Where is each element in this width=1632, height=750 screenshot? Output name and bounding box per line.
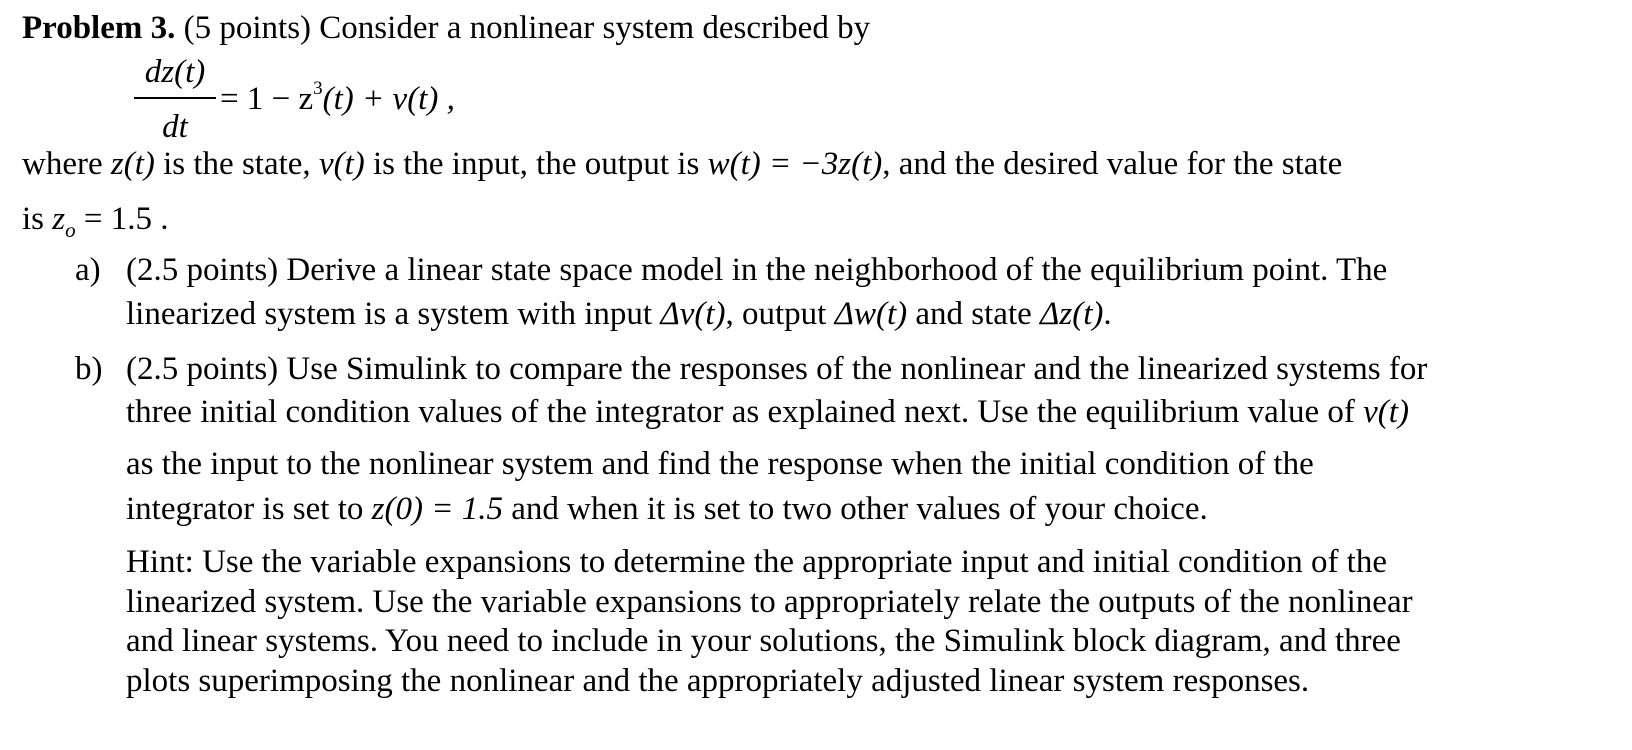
fraction-bar (134, 97, 216, 99)
part-a-line-2 (126, 298, 1112, 331)
part-b-label: b) (75, 351, 103, 387)
part-a-label: a) (75, 252, 101, 288)
where-line (22, 148, 1342, 181)
problem-header (22, 12, 870, 45)
delta-z-symbol: Δz(t) (1040, 296, 1104, 332)
hint-line-4: plots superimposing the nonlinear and the appropriately adjusted linear system responses. (126, 663, 1310, 699)
part-b-line-1: (2.5 points) Use Simulink to compare the responses of the nonlinear and the linearized systems for (126, 351, 1428, 387)
hint-line-1: Hint: Use the variable expansions to determine the appropriate input and initial condition of the (126, 544, 1387, 580)
part-a-text-3: and state (915, 296, 1032, 332)
part-b-line-4 (126, 493, 1208, 526)
problem-points: (5 points) (183, 10, 312, 46)
part-a-text-4: . (1103, 296, 1112, 332)
v-symbol: v(t) (1363, 394, 1409, 430)
where-text-4: , and the desired value for the state (882, 146, 1343, 182)
where-text-2: is the state, (163, 146, 311, 182)
part-b-line-2 (126, 396, 1409, 429)
part-b-line-3: as the input to the nonlinear system and find the response when the initial condition of the (126, 446, 1314, 482)
equation-rhs-a: = 1 − z (220, 81, 314, 117)
output-equation: w(t) = −3z(t) (707, 146, 883, 182)
hint-line-3: and linear systems. You need to include in your solutions, the Simulink block diagram, and three (126, 623, 1401, 659)
equation-rhs-b: (t) + v(t) , (322, 81, 455, 117)
equation-fraction (132, 56, 218, 144)
part-b-text-4a: integrator is set to (126, 491, 364, 527)
desired-text: is (22, 201, 45, 237)
equation-rhs (220, 79, 455, 116)
delta-w-symbol: Δw(t) (834, 296, 908, 332)
desired-value-line (22, 203, 168, 241)
desired-sub: o (65, 218, 76, 242)
problem-title: Problem 3. (22, 10, 176, 46)
input-symbol: v(t) (318, 146, 365, 182)
part-a-text-1: linearized system is a system with input (126, 296, 653, 332)
state-symbol: z(t) (110, 146, 155, 182)
part-a-line-1: (2.5 points) Derive a linear state space model in the neighborhood of the equilibrium point. The (126, 252, 1388, 288)
delta-v-symbol: Δv(t) (660, 296, 726, 332)
equation-numerator: dz(t) (144, 54, 206, 90)
where-text-3: is the input, the output is (372, 146, 700, 182)
desired-value: = 1.5 . (83, 201, 169, 237)
part-b-text-4b: and when it is set to two other values of your choice. (511, 491, 1208, 527)
part-b-text-1: three initial condition values of the integrator as explained next. Use the equilibrium value of (126, 394, 1355, 430)
initial-condition: z(0) = 1.5 (371, 491, 503, 527)
problem-intro: Consider a nonlinear system described by (319, 10, 871, 46)
equation-denominator: dt (162, 109, 188, 145)
desired-var: z (52, 201, 66, 237)
part-a-text-2: , output (725, 296, 827, 332)
equation-exponent: 3 (313, 78, 323, 99)
hint-line-2: linearized system. Use the variable expansions to appropriately relate the outputs of the nonlinear (126, 584, 1413, 620)
where-text-1: where (22, 146, 103, 182)
